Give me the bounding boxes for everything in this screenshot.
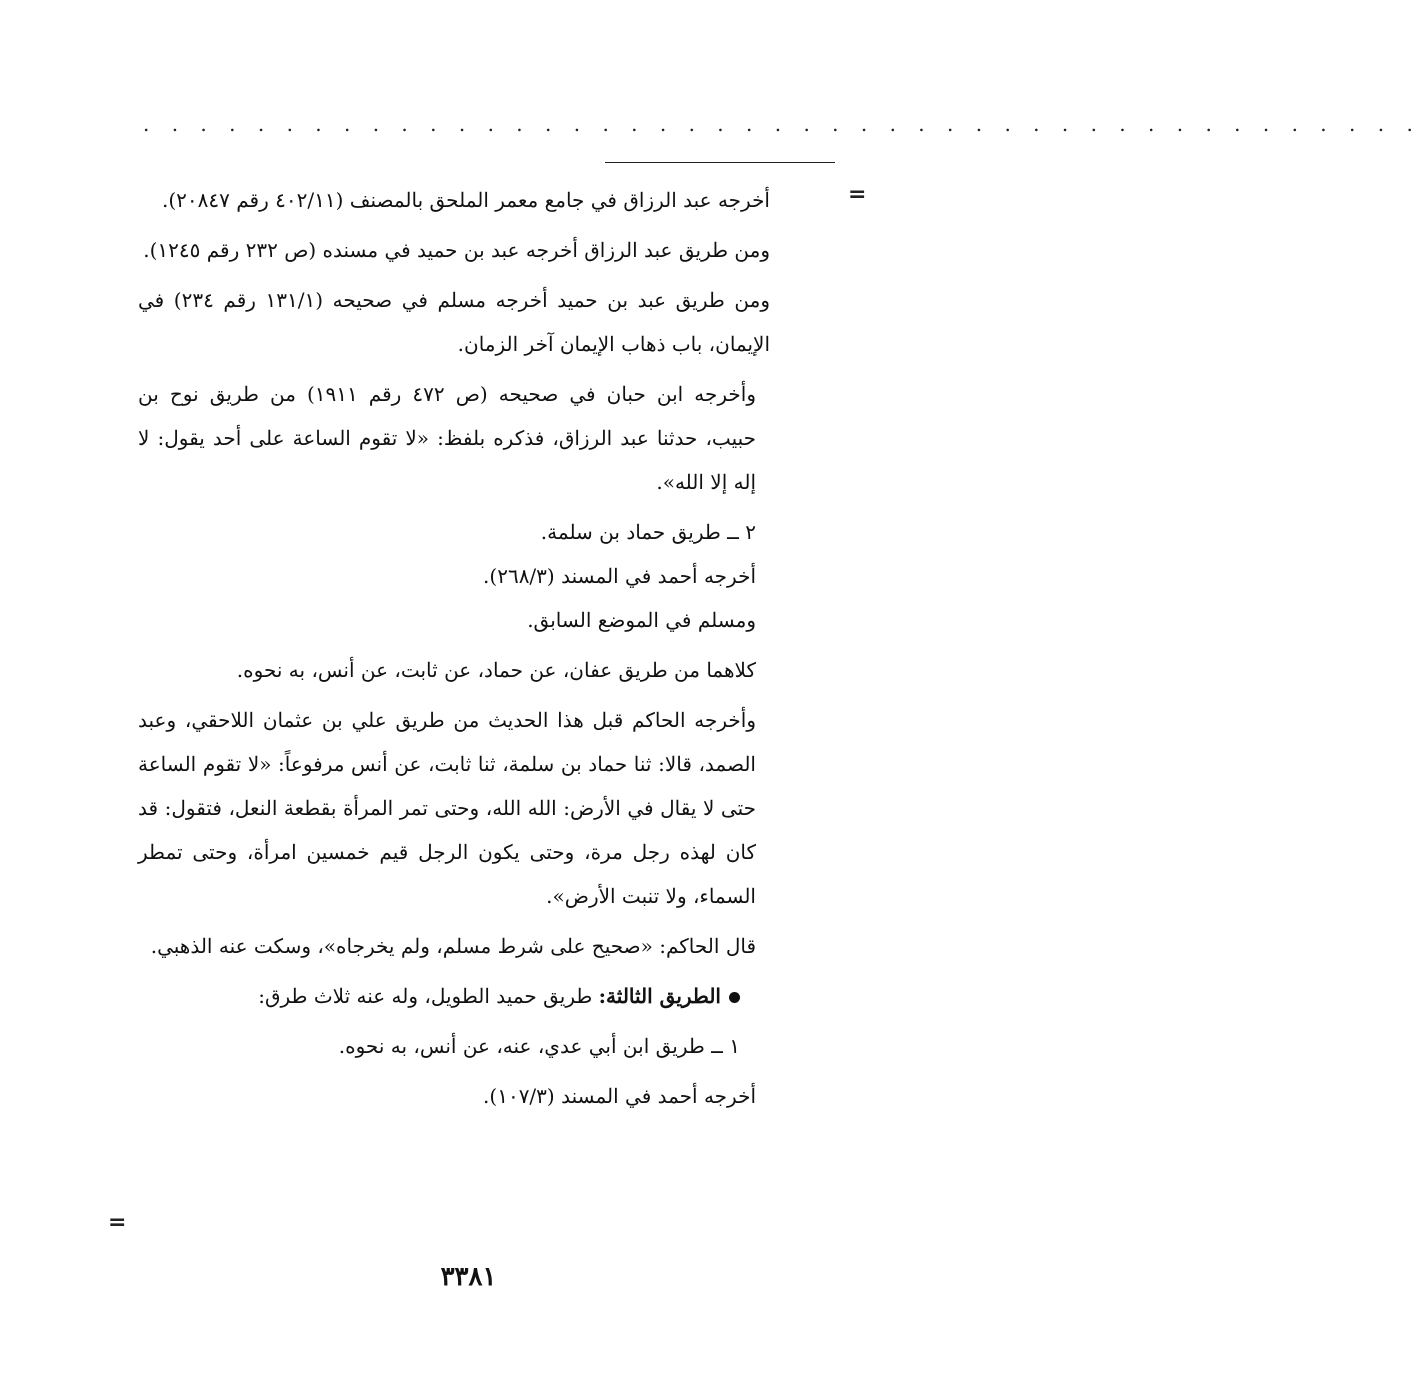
paragraph-both-via-affan: كلاهما من طريق عفان، عن حماد، عن ثابت، عن أنس، به نحوه. bbox=[236, 658, 756, 682]
third-route-text: طريق حميد الطويل، وله عنه ثلاث طرق: bbox=[258, 984, 593, 1008]
third-route-label: الطريق الثالثة: bbox=[598, 984, 721, 1008]
paragraph-abdurrazzaq: أخرجه عبد الرزاق في جامع معمر الملحق بالمصنف (٤٠٢/١١ رقم ٢٠٨٤٧). bbox=[161, 188, 770, 212]
footnote-text-block bbox=[138, 178, 770, 1124]
page-number: ٣٣٨١ bbox=[440, 1262, 497, 1292]
paragraph-ahmad-musnad-2: أخرجه أحمد في المسند (١٠٧/٣). bbox=[483, 1084, 756, 1108]
paragraph-muslim-same-place: ومسلم في الموضع السابق. bbox=[527, 608, 756, 632]
paragraph-muslim: ومن طريق عبد بن حميد أخرجه مسلم في صحيحه (١٣١/١ رقم ٢٣٤) في الإيمان، باب ذهاب الإيمان آخر الزمان. bbox=[138, 288, 770, 356]
paragraph-ibn-hibban: وأخرجه ابن حبان في صحيحه (ص ٤٧٢ رقم ١٩١١) من طريق نوح بن حبيب، حدثنا عبد الرزاق، فذكره بلفظ: «لا تقوم الساعة على أحد يقول: لا إله إلا الله». bbox=[138, 382, 756, 494]
paragraph-hakim: وأخرجه الحاكم قبل هذا الحديث من طريق علي بن عثمان اللاحقي، وعبد الصمد، قالا: ثنا حماد بن سلمة، ثنا ثابت، عن أنس مرفوعاً: «لا تقوم الساعة حتى لا يقال في الأرض: الله الله، وحتى تمر المرأة بقطعة النعل، فتقول: قد كان لهذه رجل مرة، وحتى يكون الرجل قيم خمسين امرأة، وحتى تمطر السماء، ولا تنبت الأرض». bbox=[138, 708, 756, 908]
heading-hammad-route: ٢ ــ طريق حماد بن سلمة. bbox=[540, 520, 756, 544]
continuation-mark-bottom: = bbox=[108, 1210, 127, 1235]
bullet-icon bbox=[729, 992, 740, 1003]
paragraph-hakim-verdict: قال الحاكم: «صحيح على شرط مسلم، ولم يخرجاه»، وسكت عنه الذهبي. bbox=[150, 934, 756, 958]
paragraph-abd-ibn-humayd: ومن طريق عبد الرزاق أخرجه عبد بن حميد في مسنده (ص ٢٣٢ رقم ١٢٤٥). bbox=[143, 238, 770, 262]
header-dotted-rule: . . . . . . . . . . . . . . . . . . . . . . . . . . . . . . . . . . . . . . . . . . . . . bbox=[143, 112, 1421, 136]
footnote-separator-line bbox=[605, 162, 835, 163]
continuation-mark-top: = bbox=[848, 182, 867, 207]
heading-third-route bbox=[138, 974, 770, 1018]
heading-ibn-abi-adi-route: ١ ــ طريق ابن أبي عدي، عنه، عن أنس، به نحوه. bbox=[338, 1034, 740, 1058]
paragraph-ahmad-musnad-1: أخرجه أحمد في المسند (٢٦٨/٣). bbox=[483, 564, 756, 588]
